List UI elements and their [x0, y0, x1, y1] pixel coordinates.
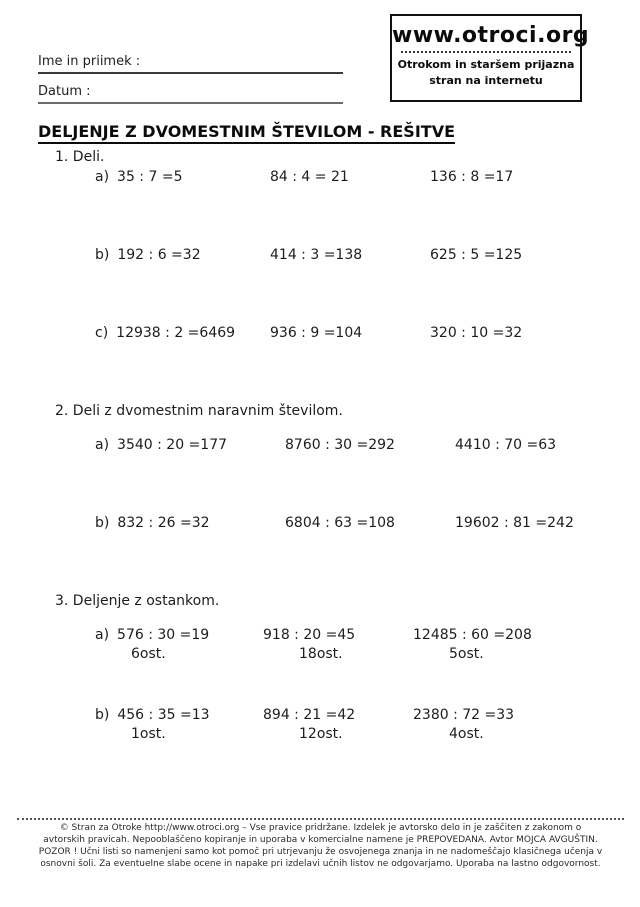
- exercise-row-2b: [95, 514, 640, 532]
- logo-subtitle-line2: stran na internetu: [429, 73, 543, 87]
- exercise-cell: [95, 514, 285, 532]
- section-1: [0, 148, 640, 342]
- exercise-cell: [455, 514, 640, 532]
- exercise-cell: [95, 168, 270, 186]
- footer-line: © Stran za Otroke http://www.otroci.org – Vse pravice pridržane. Izdelek je avtorsko delo in je zaščiten z zakonom o: [59, 823, 582, 833]
- logo-box: [390, 14, 590, 102]
- footer-line: avtorskih pravicah. Nepooblaščeno kopiranje in uporaba v komercialne namene je PREPOVEDANA. Avtor MOJCA AVGUŠTIN.: [43, 834, 598, 845]
- expression: 19602 : 81 =242: [455, 515, 574, 531]
- expression: 832 : 26 =32: [117, 515, 210, 531]
- expression: 2380 : 72 =33: [413, 707, 515, 723]
- page-title-text: DELJENJE Z DVOMESTNIM ŠTEVILOM - REŠITVE: [38, 122, 455, 144]
- section-2-heading: 2. Deli z dvomestnim naravnim številom.: [55, 403, 343, 419]
- section-3-heading: 3. Deljenje z ostankom.: [55, 593, 220, 609]
- expression: 918 : 20 =45: [263, 627, 356, 643]
- exercise-row-1c: [95, 324, 640, 342]
- expression: 8760 : 30 =292: [285, 437, 395, 453]
- remainder: 12ost.: [299, 726, 343, 742]
- section-2: [0, 402, 640, 532]
- exercise-cell: [285, 514, 455, 532]
- expression: 84 : 4 = 21: [270, 169, 349, 185]
- exercise-cell: [455, 436, 640, 454]
- expression: 3540 : 20 =177: [117, 437, 228, 453]
- exercise-cell: [263, 626, 413, 664]
- exercise-cell: [430, 168, 640, 186]
- remainder: 18ost.: [299, 646, 343, 662]
- expression: 456 : 35 =13: [117, 707, 210, 723]
- logo-divider: [401, 50, 571, 53]
- row-prefix: c): [95, 325, 109, 341]
- row-prefix: b): [95, 247, 110, 263]
- date-field: [38, 84, 343, 104]
- exercise-row-1b: [95, 246, 640, 264]
- expression: 136 : 8 =17: [430, 169, 514, 185]
- section-1-heading: 1. Deli.: [55, 149, 105, 165]
- row-prefix: a): [95, 627, 110, 643]
- exercise-cell: [263, 706, 413, 744]
- exercise-row-2a: [95, 436, 640, 454]
- row-prefix: a): [95, 437, 110, 453]
- exercise-cell: [270, 324, 430, 342]
- exercise-cell: [270, 246, 430, 264]
- exercise-cell: [413, 706, 640, 744]
- logo-subtitle-line1: Otrokom in staršem prijazna: [397, 58, 575, 71]
- exercise-cell: [270, 168, 430, 186]
- remainder: 4ost.: [449, 726, 484, 742]
- expression: 35 : 7 =5: [117, 169, 183, 185]
- header: [0, 0, 640, 108]
- expression: 576 : 30 =19: [117, 627, 210, 643]
- exercise-cell: [430, 324, 640, 342]
- exercise-cell: [95, 324, 270, 342]
- exercise-row-3a: [95, 626, 640, 664]
- exercise-cell: [285, 436, 455, 454]
- exercise-cell: [430, 246, 640, 264]
- row-prefix: b): [95, 707, 110, 723]
- exercise-cell: [95, 706, 263, 744]
- row-prefix: a): [95, 169, 110, 185]
- name-label: Ime in priimek :: [38, 54, 141, 69]
- page-title: [38, 122, 640, 144]
- expression: 6804 : 63 =108: [285, 515, 395, 531]
- copyright-footer: [17, 818, 624, 871]
- exercise-cell: [95, 246, 270, 264]
- exercise-cell: [95, 626, 263, 664]
- remainder: 5ost.: [449, 646, 484, 662]
- exercise-cell: [95, 436, 285, 454]
- name-field: [38, 54, 343, 74]
- exercise-row-3b: [95, 706, 640, 744]
- footer-line: POZOR ! Učni listi so namenjeni samo kot pomoč pri utrjevanju že osvojenega znanja in ne nadomeščajo klasičnega učenja v: [38, 846, 603, 857]
- exercise-row-1a: [95, 168, 640, 186]
- remainder: 6ost.: [131, 646, 166, 662]
- exercise-cell: [413, 626, 640, 664]
- date-label: Datum :: [38, 84, 91, 99]
- expression: 192 : 6 =32: [117, 247, 201, 263]
- expression: 4410 : 70 =63: [455, 437, 557, 453]
- expression: 894 : 21 =42: [263, 707, 356, 723]
- expression: 936 : 9 =104: [270, 325, 363, 341]
- expression: 625 : 5 =125: [430, 247, 523, 263]
- logo-site-url: www.otroci.org: [392, 23, 590, 48]
- section-3: [0, 592, 640, 744]
- expression: 12938 : 2 =6469: [116, 325, 236, 341]
- expression: 414 : 3 =138: [270, 247, 363, 263]
- expression: 12485 : 60 =208: [413, 627, 532, 643]
- row-prefix: b): [95, 515, 110, 531]
- footer-line: osnovni šoli. Za eventuelne slabe ocene in napake pri izdelavi učnih listov ne odgovarjamo. Uporaba na lastno odgovornost.: [40, 858, 601, 869]
- remainder: 1ost.: [131, 726, 166, 742]
- expression: 320 : 10 =32: [430, 325, 523, 341]
